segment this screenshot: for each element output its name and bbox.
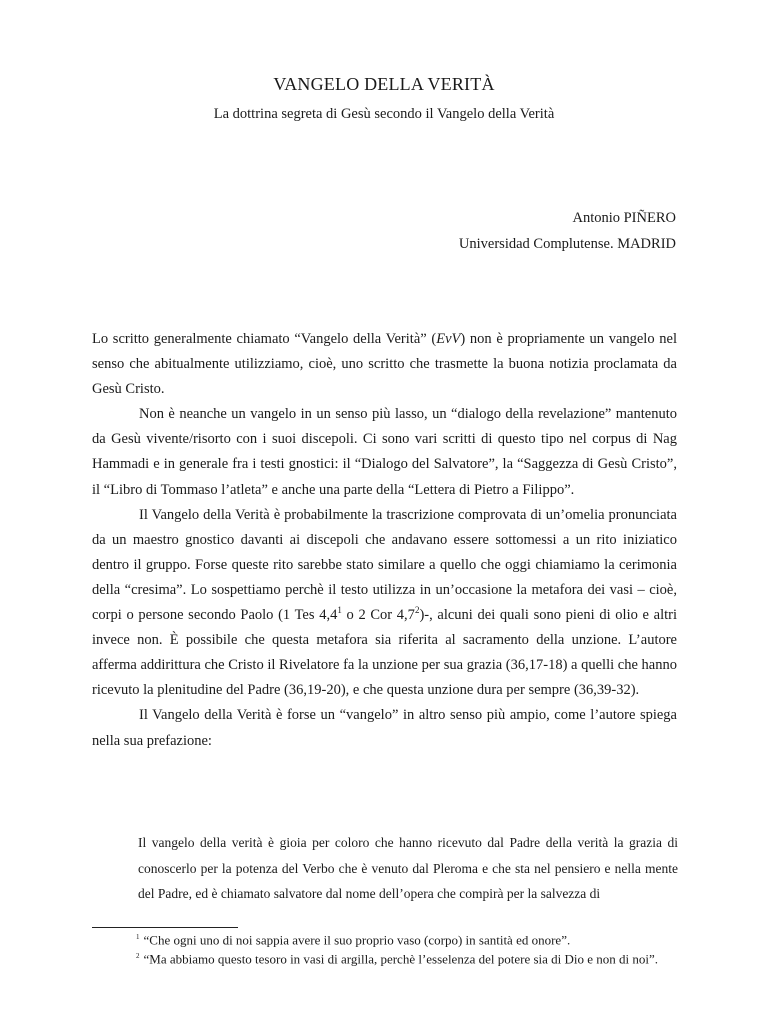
footnote-2-text: “Ma abbiamo questo tesoro in vasi di argilla, perchè l’esselenza del potere sia di Dio e non di noi”. <box>143 951 659 967</box>
footnote-1 <box>92 929 678 948</box>
footnote-ref-1[interactable]: 1 <box>337 605 342 616</box>
p3-text-2: o 2 Cor 4,7 <box>341 607 415 624</box>
document-title: VANGELO DELLA VERITÀ <box>273 74 495 94</box>
body-text <box>92 327 677 754</box>
paragraph-3 <box>92 503 677 704</box>
author-block <box>459 205 676 257</box>
paragraph-4: Il Vangelo della Verità è forse un “vangelo” in altro senso più ampio, come l’autore spiega nella sua prefazione: <box>92 707 677 749</box>
p1-text-before: Lo scritto generalmente chiamato “Vangelo della Verità” ( <box>92 331 437 347</box>
footnote-1-text: “Che ogni uno di noi sappia avere il suo proprio vaso (corpo) in santità ed onore”. <box>143 932 571 948</box>
author-name: Antonio PIÑERO <box>572 210 676 226</box>
footnote-2-number: 2 <box>136 952 140 961</box>
p3-text-1: Il Vangelo della Verità è probabilmente la trascrizione comprovata di un’omelia pronunciata da un maestro gnostico davanti ai discepoli che andavano essere sottomessi a un rito iniziatico dentro il gruppo. Forse queste rito sarebbe stato similare a quello che oggi chiamiamo la cerimonia della “cresima”. Lo sospettiamo perchè il testo utilizza in un’occasione la metafora dei vasi – cioè, corpi o persone secondo Paolo (1 Tes 4,4 <box>92 506 677 624</box>
footnote-1-number: 1 <box>136 933 140 941</box>
p1-abbreviation: EvV <box>436 331 461 347</box>
footnote-separator <box>92 927 238 928</box>
p1-text-after: ) non è propriamente un vangelo nel senso che abitualmente utilizziamo, cioè, uno scritto che trasmette la buona notizia proclamata da Gesù Cristo. <box>92 331 678 398</box>
p3-text-3: )-, alcuni dei quali sono pieni di olio e altri invece non. È possibile che questa metafora sia riferita al sacramento della unzione. L’autore afferma addirittura che Cristo il Rivelatore fa la unzione per sua grazia (36,17-18) a quelli che hanno ricevuto la plenitudine del Padre (36,19-20), e che questa unzione dura per sempre (36,39-32). <box>92 607 678 699</box>
paragraph-1 <box>92 327 677 402</box>
footnote-ref-2[interactable]: 2 <box>414 605 420 616</box>
author-affiliation: Universidad Complutense. MADRID <box>458 236 676 252</box>
footnotes <box>92 929 678 968</box>
document-subtitle: La dottrina segreta di Gesù secondo il Vangelo della Verità <box>213 106 555 122</box>
footnote-2 <box>92 948 678 967</box>
paragraph-2: Non è neanche un vangelo in un senso più lasso, un “dialogo della revelazione” mantenuto da Gesù vivente/risorto con i suoi discepoli. Ci sono vari scritti di questo tipo nel corpus di Nag Hammadi e in generale fra i testi gnostici: il “Dialogo del Salvatore”, la “Saggezza di Gesù Cristo”, il “Libro di Tommaso l’atleta” e anche una parte della “Lettera di Pietro a Filippo”. <box>92 406 677 498</box>
block-quote: Il vangelo della verità è gioia per coloro che hanno ricevuto dal Padre della verità la grazia di conoscerlo per la potenza del Verbo che è venuto dal Pleroma e che sta nel pensiero e nella mente del Padre, ed è chiamato salvatore dal nome dell’opera che compirà per la salvezza di <box>138 835 678 901</box>
